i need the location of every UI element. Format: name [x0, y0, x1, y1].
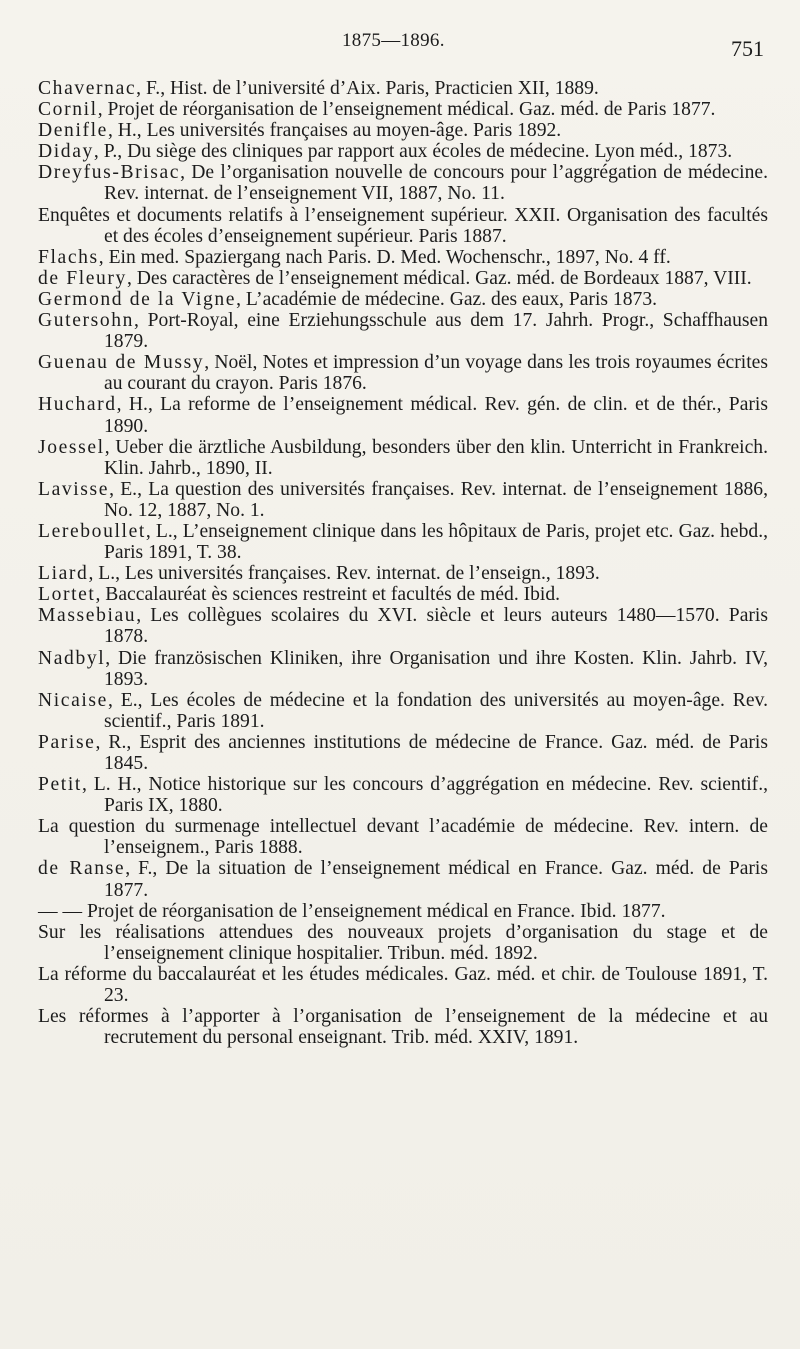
bibliography-entry — [38, 162, 768, 204]
entry-text: , H., La reforme de l’enseignement médical. Rev. gén. de clin. et de thér., Paris 1890. — [104, 394, 768, 437]
entry-author: Guenau de Mussy — [38, 352, 205, 374]
entry-author: Lavisse — [38, 478, 110, 500]
bibliography-entry — [38, 205, 768, 247]
entry-text: , Ueber die ärztliche Ausbildung, besonders über den klin. Unterricht in Frankreich. Klin. Jahrb., 1890, II. — [104, 436, 768, 479]
bibliography-list — [38, 78, 768, 1048]
bibliography-entry — [38, 816, 768, 858]
entry-text: , L’académie de médecine. Gaz. des eaux, Paris 1873. — [236, 288, 658, 310]
bibliography-entry — [38, 774, 768, 816]
bibliography-entry — [38, 289, 768, 310]
entry-text: — — Projet de réorganisation de l’enseignement médical en France. Ibid. 1877. — [38, 900, 666, 922]
entry-author: Huchard — [38, 394, 117, 416]
bibliography-entry — [38, 120, 768, 141]
entry-text: , Des caractères de l’enseignement médical. Gaz. méd. de Bordeaux 1887, VIII. — [126, 267, 752, 289]
bibliography-entry — [38, 78, 768, 99]
bibliography-entry — [38, 352, 768, 394]
entry-author: Denifle — [38, 120, 108, 142]
entry-author: Liard — [38, 563, 89, 585]
entry-text: , F., Hist. de l’université d’Aix. Paris, Practicien XII, 1889. — [136, 78, 599, 99]
entry-text: Les réformes à l’apporter à l’organisation de l’enseignement de la médecine et au recrutement du personal enseignant. Trib. méd. XXIV, 1891. — [38, 1006, 768, 1049]
entry-text: , P., Du siège des cliniques par rapport aux écoles de médecine. Lyon méd., 1873. — [93, 141, 733, 163]
bibliography-entry — [38, 1006, 768, 1048]
entry-author: Flachs — [38, 246, 99, 268]
entry-author: Parise — [38, 731, 96, 753]
entry-author: de Ranse — [38, 858, 126, 880]
entry-text: , L., Les universités françaises. Rev. internat. de l’enseign., 1893. — [88, 563, 600, 585]
bibliography-entry — [38, 584, 768, 605]
entry-author: Cornil — [38, 99, 98, 121]
running-head-years: 1875—1896. — [342, 30, 445, 51]
entry-text: , Ein med. Spaziergang nach Paris. D. Med. Wochenschr., 1897, No. 4 ff. — [98, 246, 671, 268]
entry-text: , L. H., Notice historique sur les concours d’aggrégation en médecine. Rev. scientif., Paris IX, 1880. — [81, 774, 768, 817]
entry-text: , E., Les écoles de médecine et la fondation des universités au moyen-âge. Rev. scientif., Paris 1891. — [104, 689, 768, 732]
entry-text: , Projet de réorganisation de l’enseignement médical. Gaz. méd. de Paris 1877. — [97, 99, 716, 121]
bibliography-entry — [38, 268, 768, 289]
bibliography-entry — [38, 605, 768, 647]
entry-text: Sur les réalisations attendues des nouveaux projets d’organisation du stage et de l’enseignement clinique hospitalier. Tribun. méd. 1892. — [38, 921, 768, 964]
entry-text: , Les collègues scolaires du XVI. siècle et leurs auteurs 1480—1570. Paris 1878. — [104, 605, 768, 648]
bibliography-entry — [38, 732, 768, 774]
entry-text: La question du surmenage intellectuel devant l’académie de médecine. Rev. intern. de l’enseignem., Paris 1888. — [38, 816, 768, 859]
entry-text: Enquêtes et documents relatifs à l’enseignement supérieur. XXII. Organisation des facultés et des écoles d’enseignement supérieur. Paris 1887. — [38, 204, 768, 247]
entry-text: , H., Les universités françaises au moyen-âge. Paris 1892. — [107, 120, 562, 142]
entry-text: , De l’organisation nouvelle de concours pour l’aggrégation de médecine. Rev. internat. de l’enseignement VII, 1887, No. 11. — [104, 162, 768, 205]
entry-text: , Noël, Notes et impression d’un voyage dans les trois royaumes écrites au courant du crayon. Paris 1876. — [104, 352, 768, 395]
entry-author: Nadbyl — [38, 647, 106, 669]
bibliography-entry — [38, 690, 768, 732]
entry-text: , F., De la situation de l’enseignement médical en France. Gaz. méd. de Paris 1877. — [104, 858, 769, 901]
entry-author: Petit — [38, 774, 82, 796]
entry-text: , Die französischen Kliniken, ihre Organisation und ihre Kosten. Klin. Jahrb. IV, 1893. — [104, 647, 768, 690]
running-head — [0, 22, 800, 62]
bibliography-entry — [38, 310, 768, 352]
bibliography-entry — [38, 964, 768, 1006]
entry-author: Dreyfus-Brisac — [38, 162, 181, 184]
entry-author: Gutersohn — [38, 310, 135, 332]
bibliography-entry — [38, 521, 768, 563]
bibliography-entry — [38, 901, 768, 922]
bibliography-entry — [38, 648, 768, 690]
bibliography-entry — [38, 922, 768, 964]
entry-author: Massebiau — [38, 605, 137, 627]
bibliography-entry — [38, 99, 768, 120]
entry-author: Lereboullet — [38, 520, 146, 542]
entry-text: , L., L’enseignement clinique dans les hôpitaux de Paris, projet etc. Gaz. hebd., Paris 1891, T. 38. — [104, 520, 768, 564]
entry-author: Diday — [38, 141, 94, 163]
entry-text: , Baccalauréat ès sciences restreint et facultés de méd. Ibid. — [95, 584, 561, 606]
entry-author: Lortet — [38, 584, 96, 606]
entry-text: , E., La question des universités françaises. Rev. internat. de l’enseignement 1886, No. 12, 1887, No. 1. — [104, 478, 768, 521]
bibliography-entry — [38, 141, 768, 162]
bibliography-entry — [38, 858, 768, 900]
entry-text: , Port-Royal, eine Erziehungsschule aus dem 17. Jahrh. Progr., Schaffhausen 1879. — [104, 310, 768, 353]
entry-author: de Fleury — [38, 267, 127, 289]
page-number: 751 — [731, 36, 764, 61]
entry-author: Nicaise — [38, 689, 108, 711]
entry-text: , R., Esprit des anciennes institutions de médecine de France. Gaz. méd. de Paris 1845. — [95, 731, 768, 774]
entry-text: La réforme du baccalauréat et les études médicales. Gaz. méd. et chir. de Toulouse 1891, T. 23. — [38, 963, 768, 1007]
bibliography-entry — [38, 247, 768, 268]
bibliography-entry — [38, 394, 768, 436]
entry-author: Germond de la Vigne — [38, 288, 237, 310]
bibliography-entry — [38, 437, 768, 479]
entry-author: Joessel — [38, 436, 105, 458]
bibliography-entry — [38, 479, 768, 521]
bibliography-entry — [38, 563, 768, 584]
entry-author: Chavernac — [38, 78, 137, 99]
